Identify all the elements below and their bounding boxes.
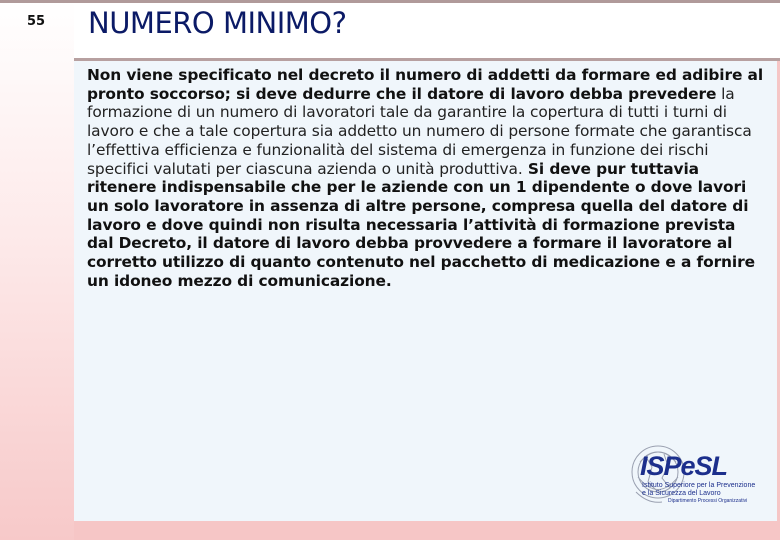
logo-subtitle-1: Istituto Superiore per la Prevenzione — [642, 482, 756, 489]
body-paragraph — [87, 66, 765, 290]
ispesl-logo — [628, 432, 773, 517]
logo-wordmark: ISPeSL — [640, 451, 728, 481]
body-text-intro: Non viene specificato nel decreto il numero di addetti da formare ed adibire al pronto soccorso; si deve dedurre che il datore di lavoro debba prevedere — [87, 66, 764, 103]
body-text-conclusion: Si deve pur tuttavia ritenere indispensabile che per le aziende con un 1 dipendente o dove lavori un solo lavoratore in assenza di altre persone, compresa quella del datore di lavoro e dove quindi non risulta necessaria l’attività di formazione prevista dal Decreto, il datore di lavoro debba provvedere a formare il lavoratore al corretto utilizzo di quanto contenuto nel pacchetto di medicazione e a fornire un idoneo mezzo di comunicazione. — [87, 159, 755, 290]
left-gradient-strip — [0, 0, 74, 540]
body-text-middle: la formazione di un numero di lavoratori tale da garantire la copertura di tutti i turni di lavoro e che a tale copertura sia addetto un numero di persone formate che garantisca l’effettiva efficienza e funzionalità del sistema di emergenza in funzione dei rischi specifici valutati per ciascuna azienda o unità produttiva. — [87, 84, 752, 178]
slide-title: NUMERO MINIMO? — [88, 6, 347, 40]
logo-subtitle-2: e la Sicurezza del Lavoro — [642, 490, 721, 497]
slide-number: 55 — [26, 14, 46, 29]
logo-subtitle-3: Dipartimento Processi Organizzativi — [668, 498, 748, 504]
